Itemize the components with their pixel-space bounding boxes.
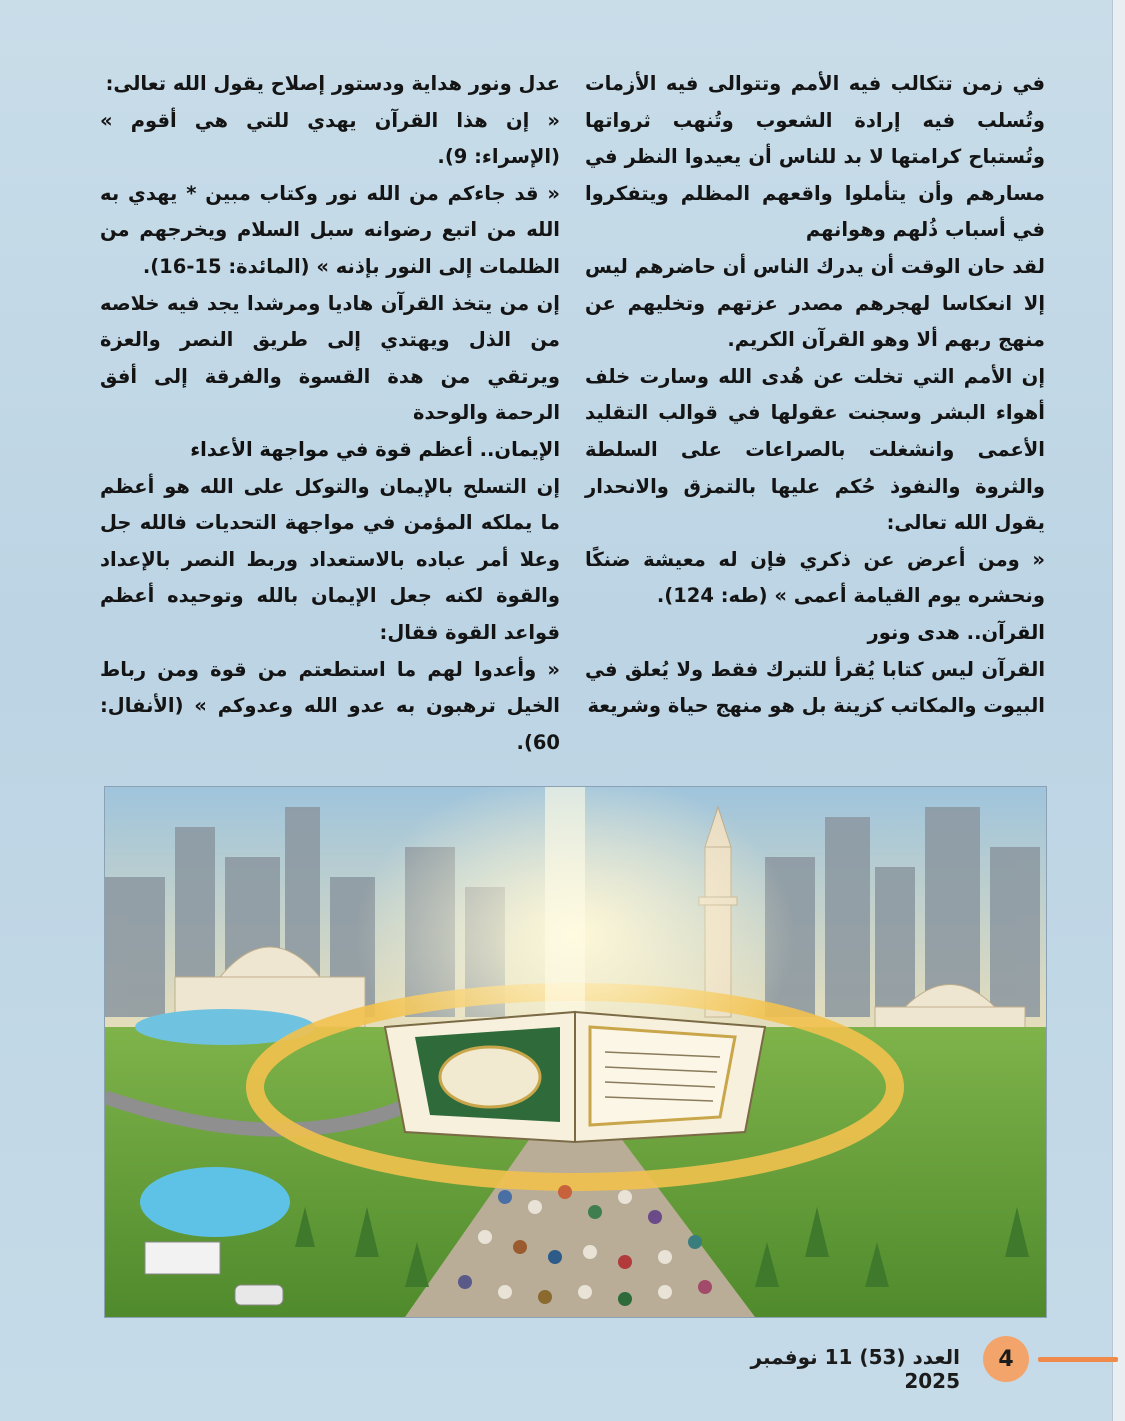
article-column-right <box>585 66 1045 725</box>
section-heading-quran-guidance: القرآن.. هدى ونور <box>867 620 1045 644</box>
paragraph-intro: في زمن تتكالب فيه الأمم وتتوالى فيه الأزمات وتُسلب فيه إرادة الشعوب وتُنهب ثرواتها وتُستباح كرامتها لا بد للناس أن يعيدوا النظر في مسارهم وأن يتأملوا واقعهم المظلم ويتفكروا في أسباب ذُلهم وهوانهم <box>585 72 1045 242</box>
paragraph-faith-armament: إن التسلح بالإيمان والتوكل على الله هو أعظم ما يملكه المؤمن في مواجهة التحديات فالله جل وعلا أمر عباده بالاستعداد وربط النصر بالإعداد والقوة لكنه جعل الإيمان بالله وتوحيده أعظم قواعد القوة فقال: <box>100 474 560 644</box>
article-column-left <box>100 66 560 761</box>
quote-maidah: « قد جاءكم من الله نور وكتاب مبين * يهدي به الله من اتبع رضوانه سبل السلام ويخرجهم من الظلمات إلى النور بإذنه » (المائدة: 15-16). <box>100 181 560 278</box>
section-heading-faith-strength: الإيمان.. أعظم قوة في مواجهة الأعداء <box>190 437 560 461</box>
paragraph-time-has-come: لقد حان الوقت أن يدرك الناس أن حاضرهم ليس إلا انعكاسا لهجرهم مصدر عزتهم وتخليهم عن منهج ربهم ألا وهو القرآن الكريم. <box>585 254 1045 352</box>
paragraph-continuation: عدل ونور هداية ودستور إصلاح يقول الله تعالى: <box>105 72 560 95</box>
hero-illustration <box>104 786 1047 1318</box>
paragraph-nations: إن الأمم التي تخلت عن هُدى الله وسارت خلف أهواء البشر وسجنت عقولها في قوالب التقليد الأعمى وانشغلت بالصراعات على السلطة والثروة والنفوذ حُكم عليها بالتمزق والانحدار يقول الله تعالى: <box>585 364 1045 535</box>
open-book-icon <box>385 1012 765 1142</box>
quote-anfal: « وأعدوا لهم ما استطعتم من قوة ومن رباط الخيل ترهبون به عدو الله وعدوكم » (الأنفال: 60). <box>100 657 560 754</box>
page-number-badge: 4 <box>983 1336 1029 1382</box>
issue-date: العدد (53) 11 نوفمبر 2025 <box>750 1345 960 1393</box>
quote-isra: « إن هذا القرآن يهدي للتي هي أقوم » (الإسراء: 9). <box>100 108 560 169</box>
paragraph-quran-not-only: القرآن ليس كتابا يُقرأ للتبرك فقط ولا يُعلق في البيوت والمكاتب كزينة بل هو منهج حياة وشريعة <box>585 657 1045 718</box>
paragraph-guide: إن من يتخذ القرآن هاديا ومرشدا يجد فيه خلاصه من الذل ويهتدي إلى طريق النصر والعزة ويرتقي من هدة القسوة والفرقة إلى أفق الرحمة والوحدة <box>100 291 560 425</box>
footer-accent-line <box>1038 1357 1118 1362</box>
quote-taha: « ومن أعرض عن ذكري فإن له معيشة ضنكًا ونحشره يوم القيامة أعمى » (طه: 124). <box>585 547 1045 608</box>
page-edge <box>1112 0 1125 1421</box>
city-quran-illustration <box>105 787 1046 1317</box>
